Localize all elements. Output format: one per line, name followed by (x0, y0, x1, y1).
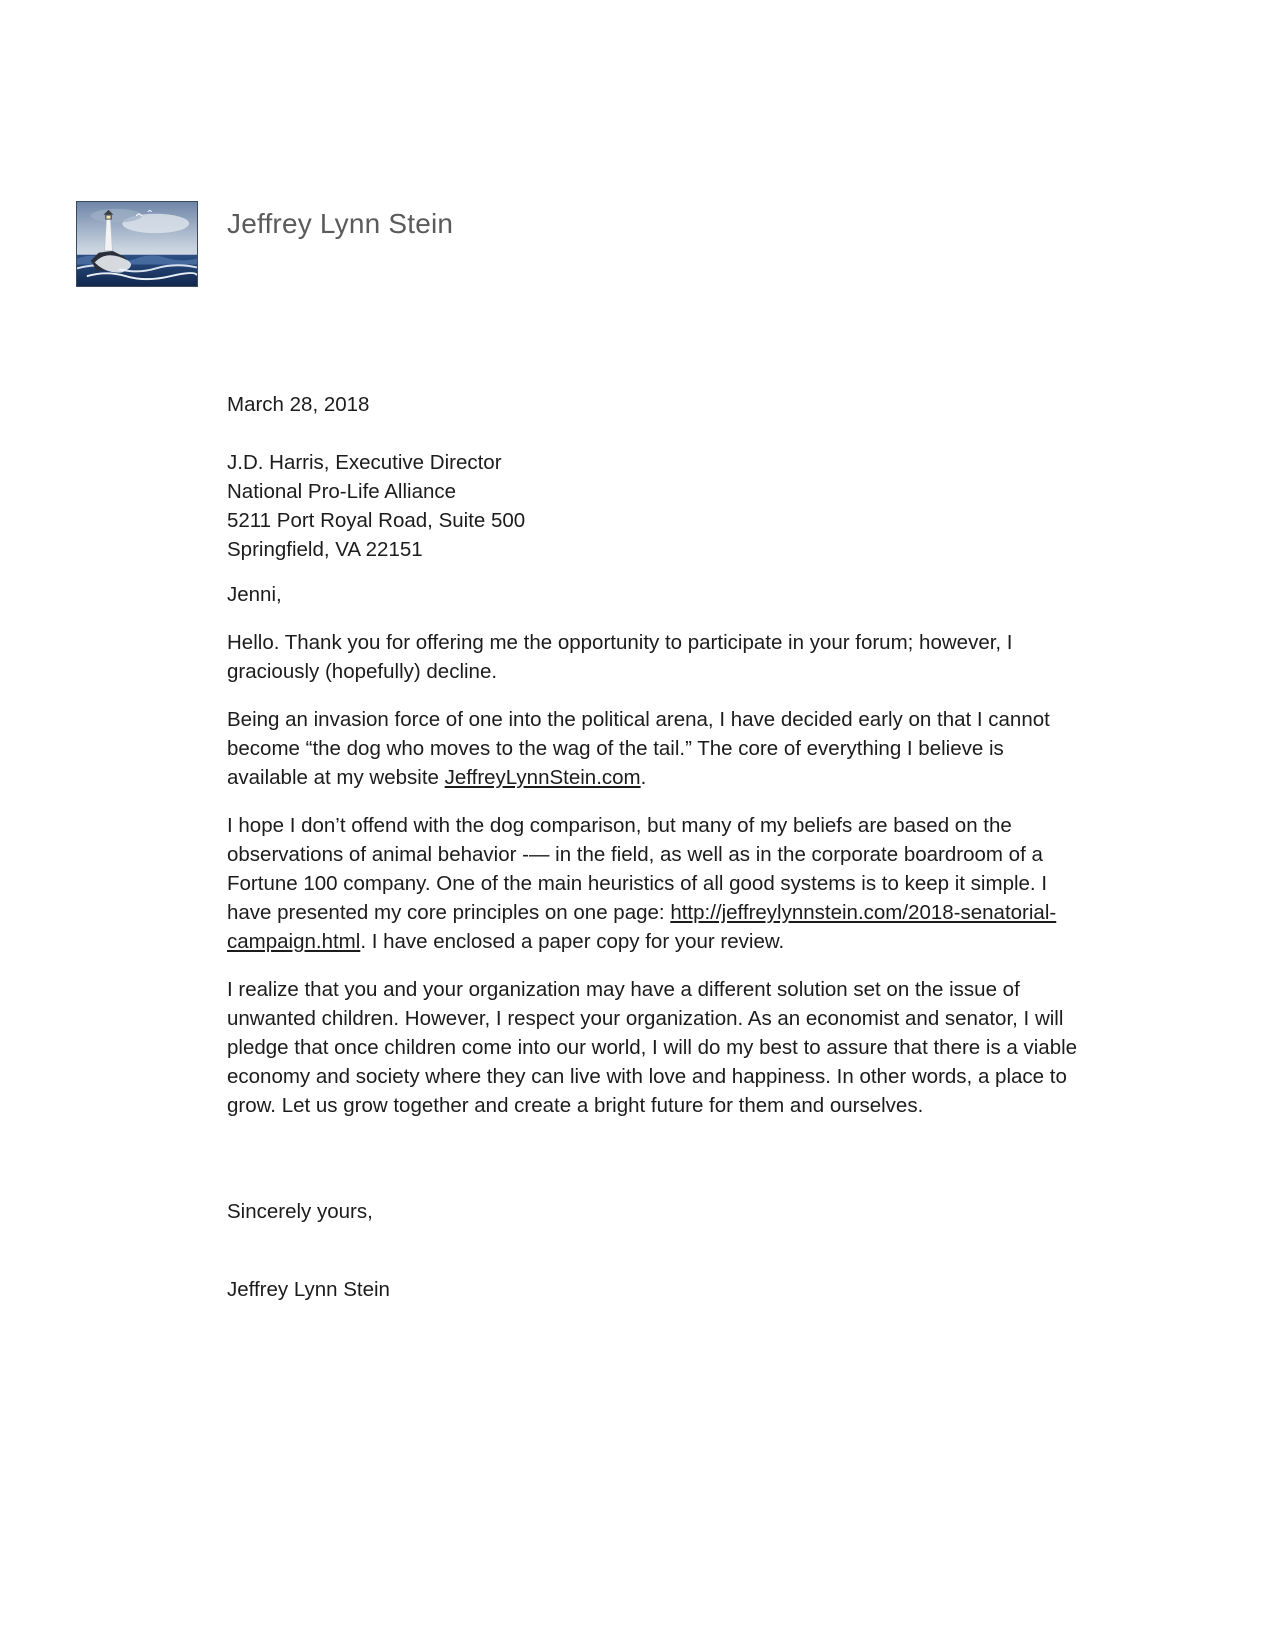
closing: Sincerely yours, (227, 1200, 373, 1223)
paragraph-2-text: Being an invasion force of one into the political arena, I have decided early on that I cannot become “the dog who moves to the wag of the tail.” The core of everything I believe is available at my website (227, 708, 1050, 789)
recipient-city-state-zip: Springfield, VA 22151 (227, 538, 423, 561)
paragraph-3 (227, 811, 1087, 956)
letter-date: March 28, 2018 (227, 393, 370, 416)
paragraph-2-end: . (640, 766, 647, 789)
letter-body (227, 390, 1087, 1304)
recipient-address (227, 448, 1087, 564)
paragraph-4: I realize that you and your organization may have a different solution set on the issue of unwanted children. However, I respect your organization. As an economist and senator, I will pledge that once children come into our world, I will do my best to assure that there is a viable economy and society where they can live with love and happiness. In other words, a place to grow. Let us grow together and create a bright future for them and ourselves. (227, 978, 1078, 1117)
paragraph-3-end: . I have enclosed a paper copy for your review. (360, 930, 785, 953)
website-link[interactable]: JeffreyLynnStein.com (444, 766, 641, 789)
paragraph-3-text: I hope I don’t offend with the dog comparison, but many of my beliefs are based on the observations of animal behavior -— in the field, as well as in the corporate boardroom of a Fortune 100 company. One of the main heuristics of all good systems is to keep it simple. I have presented my core principles on one page: (227, 814, 1048, 924)
lighthouse-seascape-icon (76, 201, 198, 287)
salutation: Jenni, (227, 583, 282, 606)
recipient-name-title: J.D. Harris, Executive Director (227, 451, 502, 474)
paragraph-1: Hello. Thank you for offering me the opportunity to participate in your forum; however, I graciously (hopefully) decline. (227, 631, 1013, 683)
signature: Jeffrey Lynn Stein (227, 1278, 390, 1301)
recipient-street: 5211 Port Royal Road, Suite 500 (227, 509, 526, 532)
letterhead-name: Jeffrey Lynn Stein (227, 208, 454, 239)
recipient-organization: National Pro-Life Alliance (227, 480, 457, 503)
campaign-page-link[interactable]: http://jeffreylynnstein.com/2018-senatorial-campaign.html (227, 901, 1057, 953)
paragraph-2 (227, 705, 1087, 792)
